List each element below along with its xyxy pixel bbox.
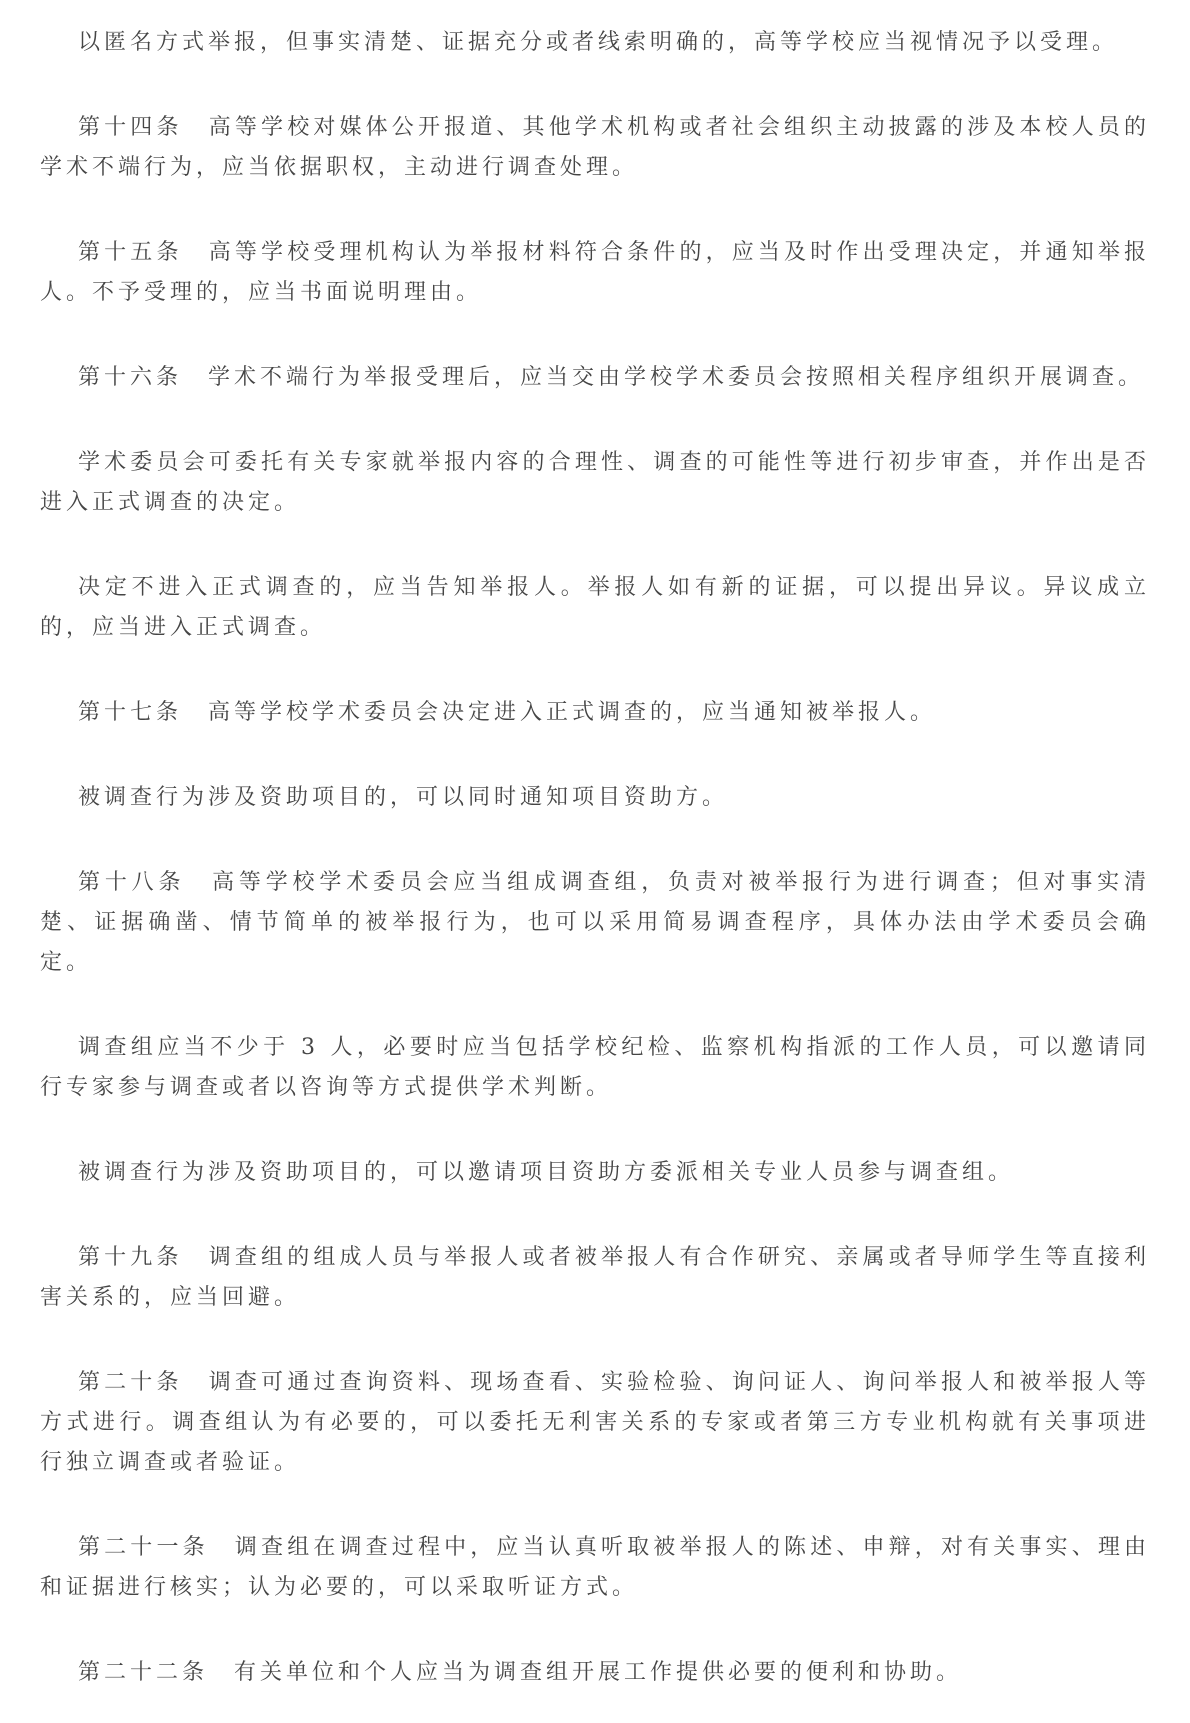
paragraph-article-21: 第二十一条 调查组在调查过程中，应当认真听取被举报人的陈述、申辩，对有关事实、理由和证据进行核实；认为必要的，可以采取听证方式。 (40, 1535, 1150, 1600)
paragraph: 被调查行为涉及资助项目的，可以同时通知项目资助方。 (78, 785, 729, 810)
paragraph-article-16: 第十六条 学术不端行为举报受理后，应当交由学校学术委员会按照相关程序组织开展调查。 (78, 365, 1145, 390)
paragraph-article-20: 第二十条 调查可通过查询资料、现场查看、实验检验、询问证人、询问举报人和被举报人等方式进行。调查组认为有必要的，可以委托无利害关系的专家或者第三方专业机构就有关事项进行独立调查或者验证。 (40, 1370, 1150, 1475)
paragraph-article-17: 第十七条 高等学校学术委员会决定进入正式调查的，应当通知被举报人。 (78, 700, 937, 725)
paragraph-article-19: 第十九条 调查组的组成人员与举报人或者被举报人有合作研究、亲属或者导师学生等直接利害关系的，应当回避。 (40, 1245, 1150, 1310)
paragraph-article-15: 第十五条 高等学校受理机构认为举报材料符合条件的，应当及时作出受理决定，并通知举报人。不予受理的，应当书面说明理由。 (40, 240, 1150, 305)
paragraph-article-18: 第十八条 高等学校学术委员会应当组成调查组，负责对被举报行为进行调查；但对事实清楚、证据确凿、情节简单的被举报行为，也可以采用简易调查程序，具体办法由学术委员会确定。 (40, 870, 1150, 975)
paragraph: 决定不进入正式调查的，应当告知举报人。举报人如有新的证据，可以提出异议。异议成立的，应当进入正式调查。 (40, 575, 1150, 640)
paragraph: 被调查行为涉及资助项目的，可以邀请项目资助方委派相关专业人员参与调查组。 (78, 1160, 1015, 1185)
paragraph: 以匿名方式举报，但事实清楚、证据充分或者线索明确的，高等学校应当视情况予以受理。 (78, 30, 1119, 55)
paragraph: 学术委员会可委托有关专家就举报内容的合理性、调查的可能性等进行初步审查，并作出是否进入正式调查的决定。 (40, 450, 1150, 515)
paragraph-article-22: 第二十二条 有关单位和个人应当为调查组开展工作提供必要的便利和协助。 (78, 1660, 963, 1685)
paragraph: 调查组应当不少于 3 人，必要时应当包括学校纪检、监察机构指派的工作人员，可以邀请同行专家参与调查或者以咨询等方式提供学术判断。 (40, 1035, 1150, 1100)
paragraph-article-14: 第十四条 高等学校对媒体公开报道、其他学术机构或者社会组织主动披露的涉及本校人员的学术不端行为，应当依据职权，主动进行调查处理。 (40, 115, 1150, 180)
